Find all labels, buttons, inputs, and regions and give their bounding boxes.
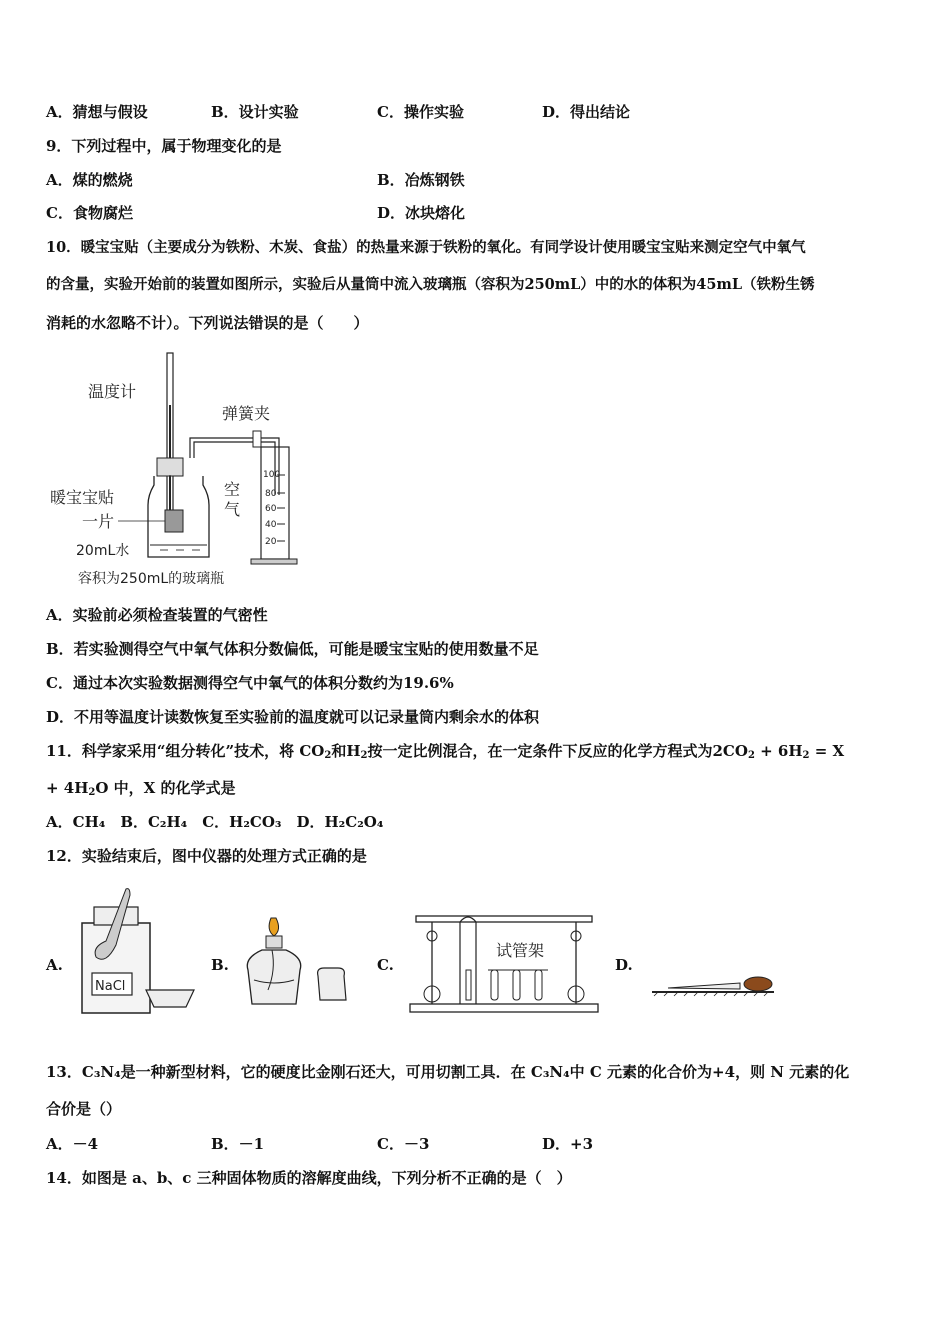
bottle-label: 容积为250mL的玻璃瓶 <box>78 571 225 587</box>
q8-option-d: D．得出结论 <box>542 103 631 121</box>
q10-stem-line3: 消耗的水忽略不计）。下列说法错误的是（ ） <box>46 314 369 332</box>
q12-figure-b-alcohol-lamp <box>238 910 358 1020</box>
q12-figure-d-dropper <box>648 970 778 998</box>
stopper <box>157 458 183 476</box>
flame-icon <box>269 918 278 936</box>
lamp-cap <box>318 968 346 1000</box>
q12-option-b-label: B. <box>211 956 229 974</box>
q11-stem-line2: + $4H_2O$ 中，X 的化学式是 <box>46 779 236 798</box>
q9-option-c: C．食物腐烂 <box>46 204 133 222</box>
q13-stem-line2: 合价是（） <box>46 1100 122 1118</box>
q10-option-c: C．通过本次实验数据测得空气中氧气的体积分数约为19.6% <box>46 674 454 692</box>
q12-figure-c-test-tube-rack <box>408 908 600 1016</box>
air-label-1: 空 <box>224 480 241 499</box>
q9-option-a: A．煤的燃烧 <box>46 171 133 189</box>
q12-option-a-label: A. <box>46 956 63 974</box>
q10-option-a: A．实验前必须检查装置的气密性 <box>46 606 268 624</box>
q8-option-a: A．猜想与假设 <box>46 103 148 121</box>
pad-label-1: 暖宝宝贴 <box>50 488 115 507</box>
q10-stem-line1: 10．暖宝宝贴（主要成分为铁粉、木炭、食盐）的热量来源于铁粉的氧化。有同学设计使用暖宝宝贴来测定空气中氧气 <box>46 239 806 256</box>
q12-stem: 12．实验结束后，图中仪器的处理方式正确的是 <box>46 847 367 865</box>
q13-option-b: B．－1 <box>211 1135 265 1153</box>
q12-option-d-label: D. <box>615 956 633 974</box>
alcohol-lamp <box>247 950 300 1004</box>
q12-option-c-label: C. <box>377 956 394 974</box>
cylinder-tick-40: 40 <box>265 520 277 530</box>
warm-pad <box>165 510 183 532</box>
q8-option-c: C．操作实验 <box>377 103 464 121</box>
dropper-bulb <box>744 977 772 991</box>
q13-option-a: A．－4 <box>46 1135 99 1153</box>
q11-stem-line1: 11．科学家采用“组分转化”技术，将 $CO_2$和$H_2$按一定比例混合，在一定条件下反应的化学方程式为$2CO_2 + 6H_2 = X$ <box>46 742 845 761</box>
q9-option-d: D．冰块熔化 <box>377 204 466 222</box>
q9-stem: 9．下列过程中，属于物理变化的是 <box>46 137 282 155</box>
cylinder-tick-60: 60 <box>265 504 277 514</box>
pad-label-2: 一片 <box>82 512 115 531</box>
test-tube-rack <box>416 916 592 922</box>
q8-option-b: B．设计实验 <box>211 103 299 121</box>
q10-apparatus-figure <box>44 345 314 595</box>
nacl-label: NaCl <box>95 979 126 994</box>
q10-option-b: B．若实验测得空气中氧气体积分数偏低，可能是暖宝宝贴的使用数量不足 <box>46 640 539 658</box>
clamp-label: 弹簧夹 <box>222 404 271 423</box>
q13-option-c: C．－3 <box>377 1135 430 1153</box>
q13-stem-line1: 13．C₃N₄是一种新型材料，它的硬度比金刚石还大，可用切割工具．在 C₃N₄中 C 元素的化合价为+4，则 N 元素的化 <box>46 1063 850 1081</box>
dropper-tube <box>668 983 740 989</box>
cylinder-tick-20: 20 <box>265 537 277 547</box>
air-label-2: 气 <box>224 500 241 519</box>
q9-option-b: B．冶炼钢铁 <box>377 171 465 189</box>
cylinder-tick-100: 100 <box>263 470 281 480</box>
q14-stem: 14．如图是 a、b、c 三种固体物质的溶解度曲线，下列分析不正确的是（ ） <box>46 1169 572 1187</box>
q12-figure-a-reagent-bottle <box>76 885 201 1017</box>
q10-option-d: D．不用等温度计读数恢复至实验前的温度就可以记录量筒内剩余水的体积 <box>46 708 540 726</box>
evaporating-dish <box>146 990 194 1007</box>
q13-option-d: D．+3 <box>542 1135 594 1153</box>
rack-label: 试管架 <box>496 941 545 960</box>
cylinder-tick-80: 80 <box>265 489 277 499</box>
spring-clamp <box>253 431 261 447</box>
q10-stem-line2: 的含量，实验开始前的装置如图所示，实验后从量筒中流入玻璃瓶（容积为250mL）中的水的体积为45mL（铁粉生锈 <box>46 276 815 293</box>
q11-options: A．CH₄ B．C₂H₄ C．H₂CO₃ D．H₂C₂O₄ <box>46 813 384 831</box>
water-label: 20mL水 <box>76 543 130 559</box>
thermometer-label: 温度计 <box>88 382 137 401</box>
